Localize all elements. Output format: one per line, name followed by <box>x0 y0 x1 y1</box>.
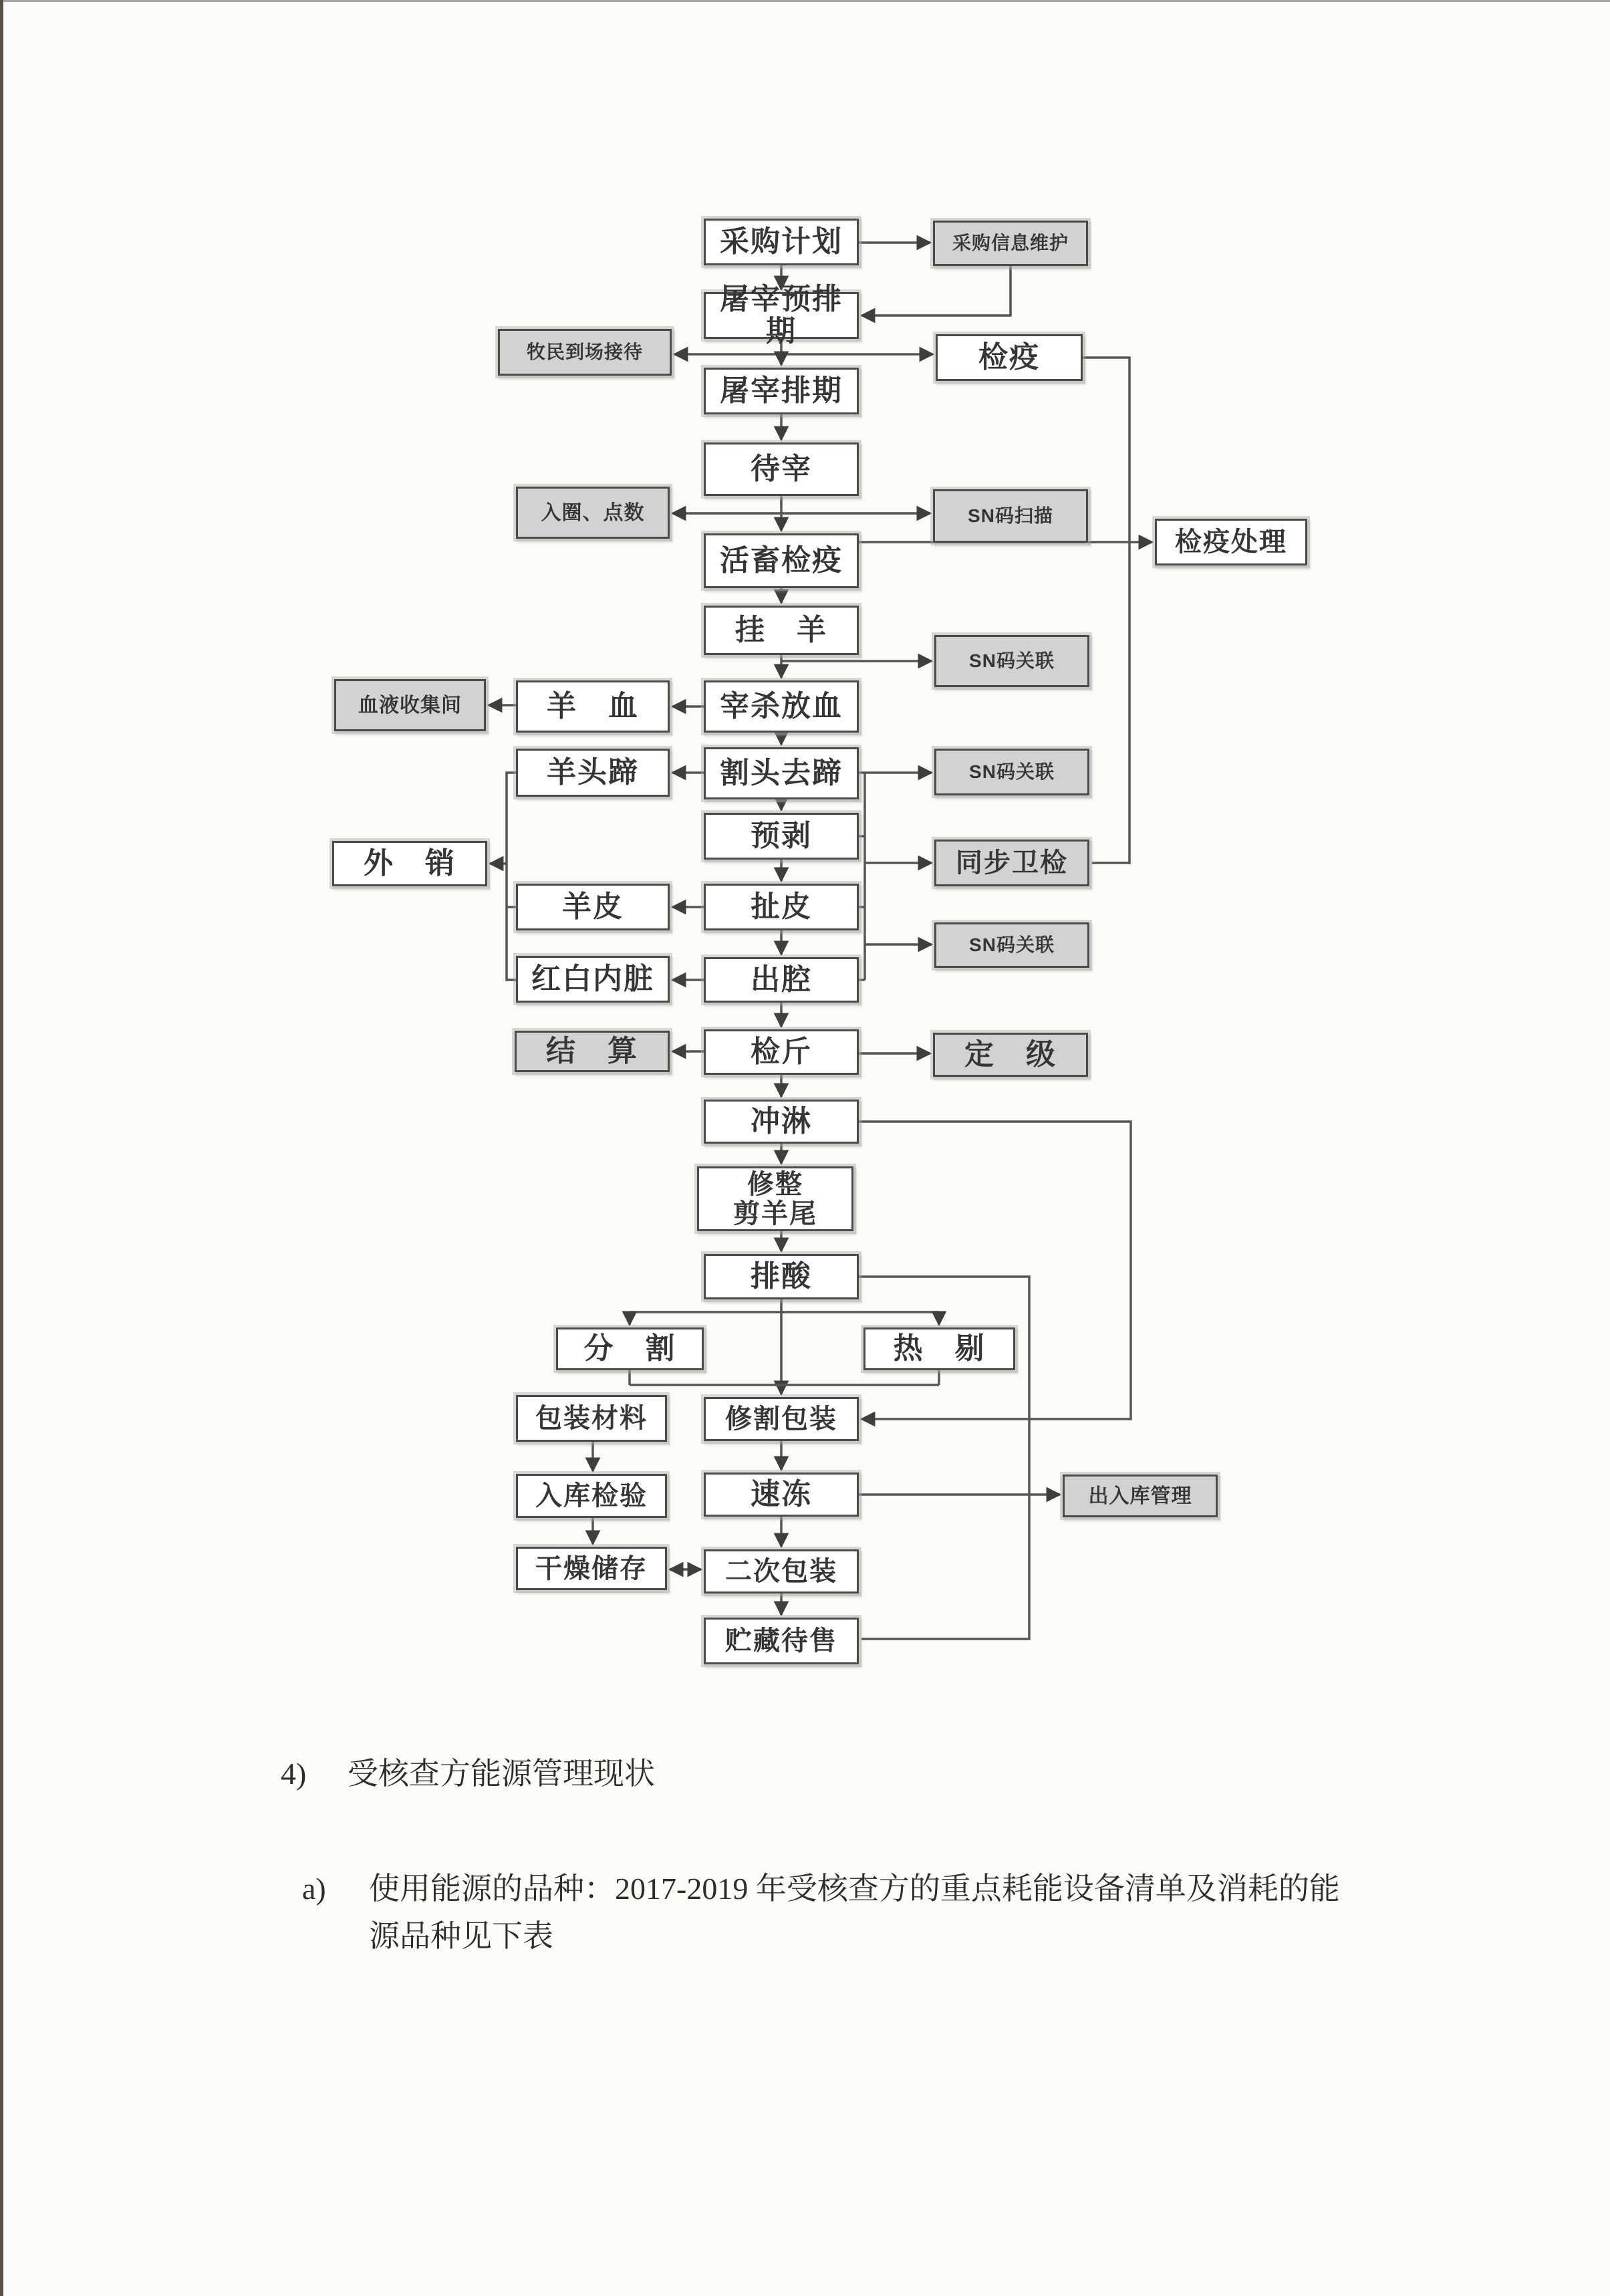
box-slaughter-bleeding: 宰杀放血 <box>704 680 859 733</box>
box-trim-tail-dock <box>697 1166 853 1231</box>
box-warehouse-in-out-management: 出入库管理 <box>1063 1475 1218 1517</box>
box-sheep-blood: 羊 血 <box>516 680 670 733</box>
section-a-marker: a) <box>302 1872 326 1906</box>
box-quarantine: 检疫 <box>936 334 1083 381</box>
section-4-title: 受核查方能源管理现状 <box>348 1757 655 1791</box>
box-quarantine-treatment: 检疫处理 <box>1155 519 1307 565</box>
box-sn-code-link-3: SN码关联 <box>934 922 1089 968</box>
box-herder-arrival-reception: 牧民到场接待 <box>498 329 672 376</box>
box-quick-freeze: 速冻 <box>704 1473 859 1517</box>
box-sn-code-link-2: SN码关联 <box>934 749 1089 795</box>
box-procurement-info-maintenance: 采购信息维护 <box>933 221 1088 266</box>
box-sn-code-scan: SN码扫描 <box>933 489 1088 543</box>
box-hot-boning: 热 剔 <box>863 1327 1015 1370</box>
box-weighing: 检斤 <box>704 1029 859 1075</box>
box-pre-skinning: 预剥 <box>704 813 859 860</box>
box-dry-storage: 干燥储存 <box>516 1547 667 1590</box>
box-skin-pulling: 扯皮 <box>704 884 859 930</box>
box-settlement: 结 算 <box>515 1031 670 1072</box>
box-sync-hygiene-inspection: 同步卫检 <box>934 840 1089 886</box>
box-sn-code-link-1: SN码关联 <box>934 635 1089 687</box>
box-export: 外 销 <box>332 841 487 886</box>
box-hang-sheep: 挂 羊 <box>704 606 859 655</box>
box-evisceration: 出腔 <box>704 957 859 1003</box>
box-cut-head-remove-hooves: 割头去蹄 <box>704 747 859 799</box>
box-procurement-plan: 采购计划 <box>704 219 859 265</box>
box-storage-for-sale: 贮藏待售 <box>704 1618 859 1664</box>
box-trim-packaging: 修割包装 <box>704 1397 859 1441</box>
box-sheep-skin: 羊皮 <box>516 884 670 930</box>
section-4-heading <box>281 1750 655 1797</box>
box-rinse: 冲淋 <box>704 1100 859 1144</box>
section-a-paragraph <box>302 1865 1381 1960</box>
box-slaughter-schedule: 屠宰排期 <box>704 368 859 414</box>
box-sheep-head-hooves: 羊头蹄 <box>516 749 670 797</box>
box-slaughter-pre-schedule: 屠宰预排期 <box>704 292 859 339</box>
box-awaiting-slaughter: 待宰 <box>704 442 859 496</box>
section-a-line-2: 源品种见下表 <box>369 1919 553 1954</box>
box-cutting: 分 割 <box>556 1327 704 1370</box>
box-secondary-packaging: 二次包装 <box>704 1549 859 1593</box>
box-pen-entry-counting: 入圈、点数 <box>516 487 670 539</box>
trim-line-1: 修整 <box>747 1169 803 1199</box>
box-live-animal-quarantine: 活畜检疫 <box>704 533 859 588</box>
section-4-marker: 4) <box>281 1757 307 1791</box>
box-acid-discharge: 排酸 <box>704 1254 859 1299</box>
box-blood-collection-room: 血液收集间 <box>334 679 486 731</box>
box-warehouse-inspection: 入库检验 <box>516 1474 667 1518</box>
box-packaging-material: 包装材料 <box>516 1395 667 1442</box>
trim-line-2: 剪羊尾 <box>733 1198 817 1229</box>
section-a-line-1: 使用能源的品种：2017-2019 年受核查方的重点耗能设备清单及消耗的能 <box>369 1872 1340 1906</box>
box-red-white-offal: 红白内脏 <box>516 956 670 1003</box>
box-grading: 定 级 <box>933 1033 1088 1077</box>
